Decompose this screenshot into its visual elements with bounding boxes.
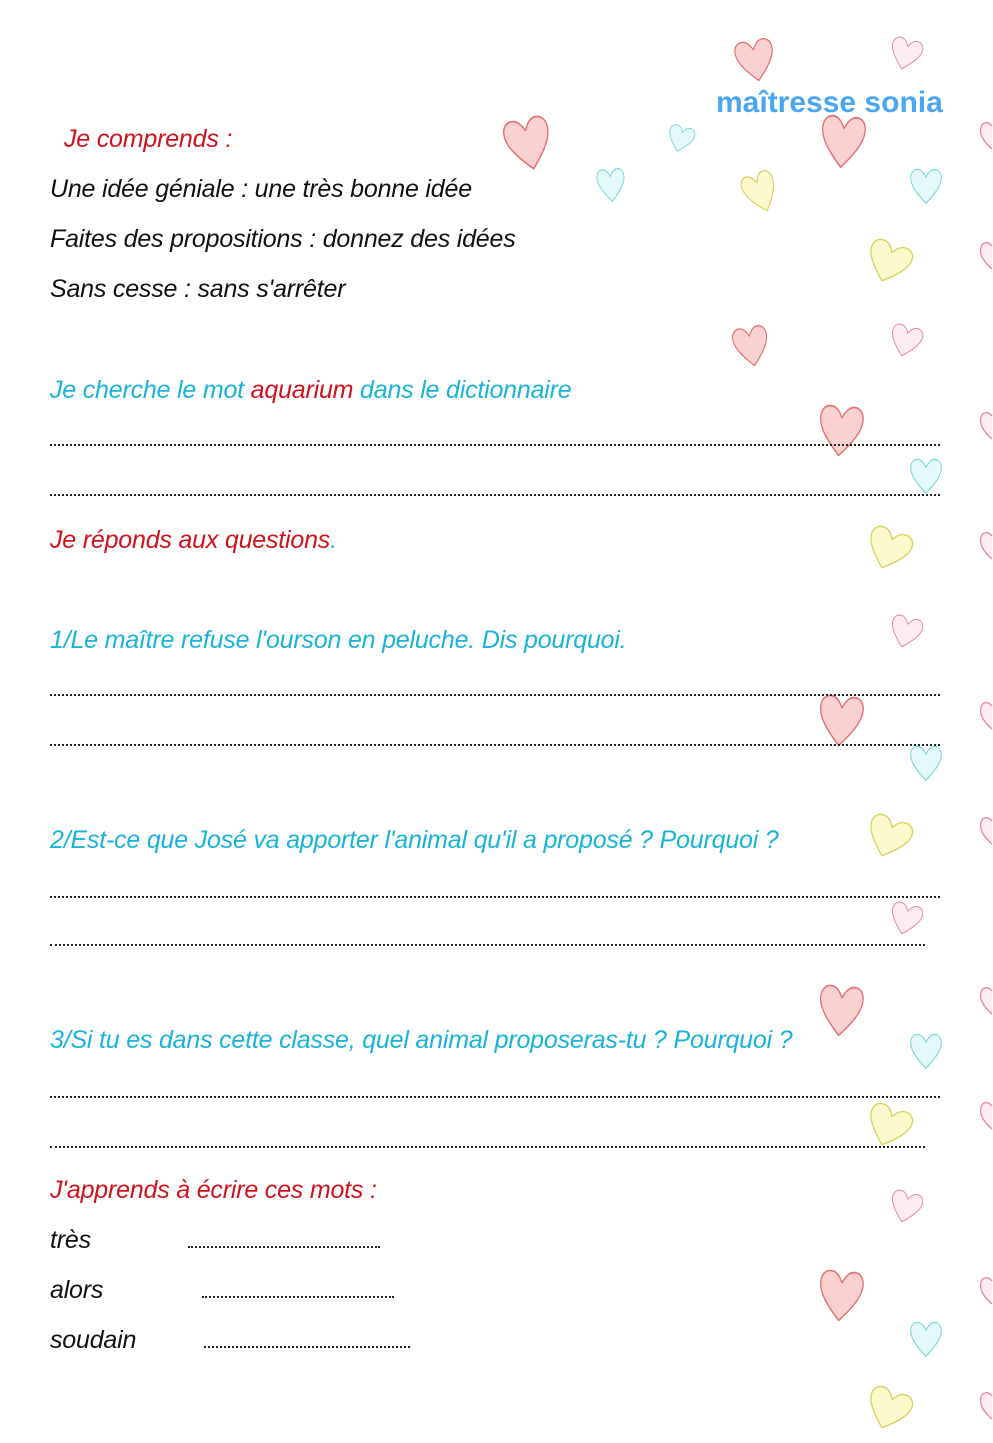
pink-heart-icon [884, 609, 928, 653]
edge-heart-icon [978, 815, 993, 845]
red-heart-icon [814, 978, 869, 1040]
cyan-heart-icon [908, 165, 944, 205]
word-2: alors [50, 1276, 104, 1304]
answer-line-dictionary-1[interactable] [50, 444, 940, 446]
edge-heart-icon [978, 410, 993, 440]
edge-heart-icon [978, 1100, 993, 1130]
yellow-heart-icon [858, 231, 921, 291]
edge-heart-icon [978, 530, 993, 560]
question-2: 2/Est-ce que José va apporter l'animal qu'il a proposé ? Pourquoi ? [50, 826, 779, 854]
yellow-heart-icon [858, 806, 921, 866]
edge-heart-icon [978, 120, 993, 150]
question-3: 3/Si tu es dans cette classe, quel animal proposeras-tu ? Pourquoi ? [50, 1026, 793, 1054]
red-heart-icon [729, 32, 781, 87]
dictionary-instruction [50, 376, 571, 405]
question-1: 1/Le maître refuse l'ourson en peluche. Dis pourquoi. [50, 626, 627, 654]
heading-questions-label: Je réponds aux questions [50, 526, 331, 554]
heading-questions-period: . [330, 526, 337, 554]
cyan-heart-icon [908, 742, 944, 782]
pink-heart-icon [884, 318, 928, 362]
edge-heart-icon [978, 240, 993, 270]
dictionary-word: aquarium [250, 376, 354, 404]
brand-title: maîtresse sonia [716, 86, 943, 119]
yellow-heart-icon [858, 518, 921, 578]
vocab-item-2: Faites des propositions : donnez des idées [50, 225, 516, 253]
cyan-heart-icon [593, 164, 628, 205]
vocab-item-3: Sans cesse : sans s'arrêter [50, 275, 346, 303]
red-heart-icon [814, 398, 869, 460]
edge-heart-icon [978, 1275, 993, 1305]
vocab-item-1: Une idée géniale : une très bonne idée [50, 175, 472, 203]
word-3: soudain [50, 1326, 137, 1354]
word-1: très [50, 1226, 91, 1254]
dictionary-suffix: dans le dictionnaire [360, 376, 572, 404]
dictionary-prefix: Je cherche le mot [50, 376, 244, 404]
pink-heart-icon [884, 31, 928, 75]
edge-heart-icon [978, 700, 993, 730]
red-heart-icon [727, 319, 774, 371]
word-line-3[interactable] [204, 1346, 410, 1348]
red-heart-icon [814, 1263, 869, 1325]
pink-heart-icon [884, 1184, 928, 1228]
word-line-2[interactable] [202, 1296, 394, 1298]
cyan-heart-icon [908, 1030, 944, 1070]
answer-line-q1-1[interactable] [50, 694, 940, 696]
answer-line-q2-2[interactable] [50, 944, 925, 946]
cyan-heart-icon [663, 120, 700, 157]
cyan-heart-icon [908, 1318, 944, 1358]
heading-je-comprends: Je comprends : [64, 125, 233, 153]
word-line-1[interactable] [188, 1246, 380, 1248]
answer-line-q3-2[interactable] [50, 1146, 925, 1148]
heading-questions [50, 526, 337, 555]
answer-line-q3-1[interactable] [50, 1096, 940, 1098]
edge-heart-icon [978, 985, 993, 1015]
answer-line-dictionary-2[interactable] [50, 494, 940, 496]
red-heart-icon [496, 107, 559, 177]
red-heart-icon [814, 688, 869, 750]
pink-heart-icon [884, 896, 928, 940]
cyan-heart-icon [908, 455, 944, 495]
answer-line-q2-1[interactable] [50, 896, 940, 898]
yellow-heart-icon [858, 1378, 921, 1438]
answer-line-q1-2[interactable] [50, 744, 940, 746]
heading-mots: J'apprends à écrire ces mots : [50, 1176, 377, 1204]
yellow-heart-icon [734, 163, 785, 219]
